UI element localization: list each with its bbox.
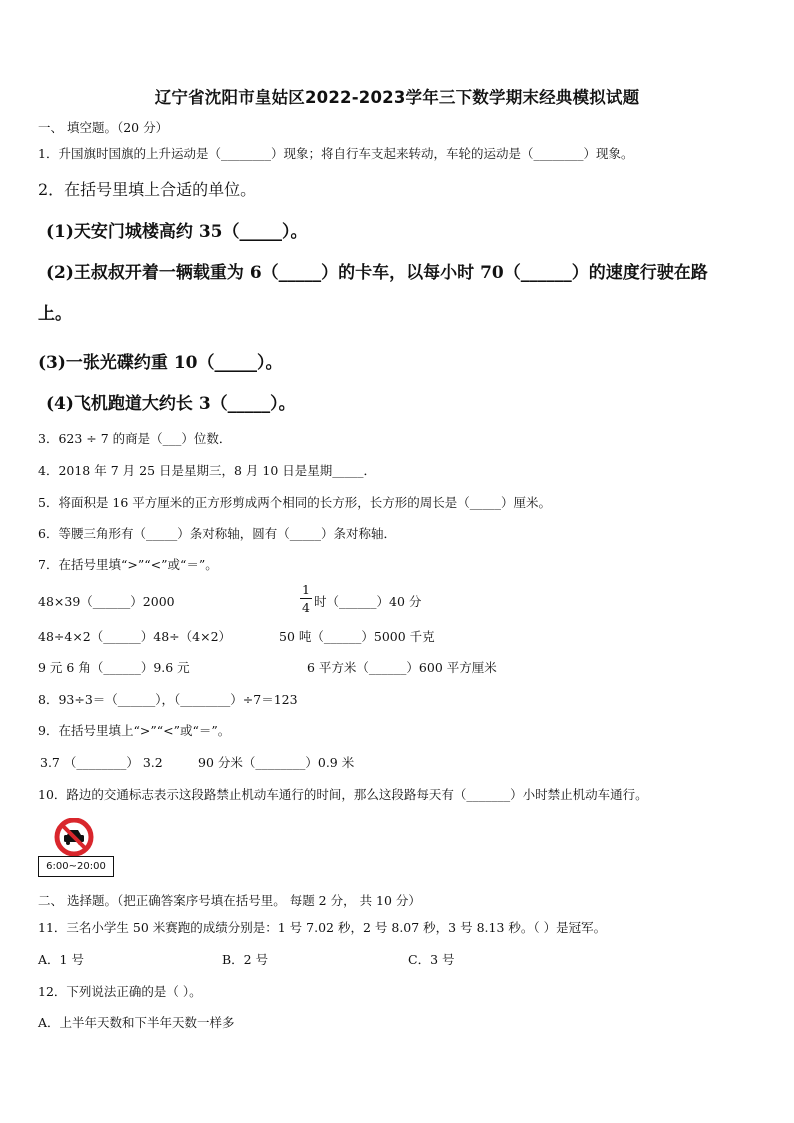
question-9-stem: 9．在括号里填上“>”“<”或“＝”。 [38,723,231,738]
question-12-option-a: A．上半年天数和下半年天数一样多 [38,1015,235,1030]
question-6: 6．等腰三角形有（_____）条对称轴，圆有（_____）条对称轴． [38,526,396,541]
page-title: 辽宁省沈阳市皇姑区2022-2023学年三下数学期末经典模拟试题 [154,88,640,107]
question-7-row-2-right: 50 吨（______）5000 千克 [279,629,435,644]
question-12: 12．下列说法正确的是（ ）。 [38,984,202,999]
question-2-part-2-continued: 上。 [38,304,72,324]
question-2-part-1: (1)天安门城楼高约 35（_____）。 [46,222,308,242]
question-7-row-3-right: 6 平方米（______）600 平方厘米 [307,660,497,675]
question-11: 11．三名小学生 50 米赛跑的成绩分别是：1 号 7.02 秒，2 号 8.07 秒，3 号 8.13 秒。（ ）是冠军。 [38,920,607,935]
question-3: 3．623 ÷ 7 的商是（___）位数． [38,431,232,446]
no-motor-vehicles-sign-icon [38,818,114,858]
question-11-option-b: B．2 号 [222,952,269,967]
question-2-part-3: (3)一张光碟约重 10（_____）。 [38,353,283,373]
fraction-bar [300,598,312,599]
traffic-sign [38,818,114,882]
question-11-option-c: C．3 号 [408,952,455,967]
question-2-stem: 2．在括号里填上合适的单位。 [38,180,257,199]
question-2-part-4: (4)飞机跑道大约长 3（_____）。 [46,394,296,414]
question-7-stem: 7．在括号里填“>”“<”或“＝”。 [38,557,218,572]
question-5: 5．将面积是 16 平方厘米的正方形剪成两个相同的长方形，长方形的周长是（_____）厘米。 [38,495,552,510]
section-heading-multiple-choice: 二、 选择题。（把正确答案序号填在括号里。 每题 2 分， 共 10 分） [38,893,421,908]
question-9-a: 3.7 （________） 3.2 [40,755,163,770]
question-9-b: 90 分米（________）0.9 米 [198,755,355,770]
question-7-row-1-left: 48×39（______）2000 [38,594,175,609]
section-heading-fill-blank: 一、 填空题。（20 分） [38,120,169,135]
question-4: 4．2018 年 7 月 25 日是星期三，8 月 10 日是星期_____． [38,463,377,478]
question-2-part-2: (2)王叔叔开着一辆载重为 6（_____）的卡车，以每小时 70（______）的速度行驶在路 [46,263,708,283]
question-8: 8．93÷3＝（______），（________）÷7＝123 [38,692,298,707]
question-7-row-3-left: 9 元 6 角（______）9.6 元 [38,660,190,675]
question-7-row-1-right: 时（______）40 分 [314,594,422,609]
sign-time-board: 6:00~20:00 [38,856,114,877]
question-7-row-2-left: 48÷4×2（______）48÷（4×2） [38,629,232,644]
fraction-denominator: 4 [302,600,310,615]
question-1: 1．升国旗时国旗的上升运动是（________）现象；将自行车支起来转动，车轮的运动是（________）现象。 [38,146,634,161]
question-11-option-a: A．1 号 [38,952,84,967]
fraction-numerator: 1 [302,582,310,597]
fraction-one-quarter [300,582,312,615]
question-10: 10．路边的交通标志表示这段路禁止机动车通行的时间，那么这段路每天有（_______）小时禁止机动车通行。 [38,787,648,802]
